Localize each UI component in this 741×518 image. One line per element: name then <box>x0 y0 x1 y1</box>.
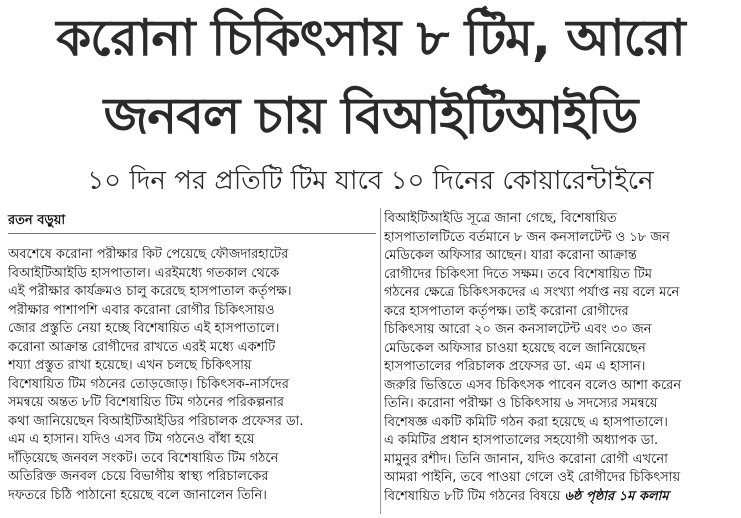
text-line: রোগীদের চিকিৎসা দিতে সক্ষম। তবে বিশেষায়িত টিম <box>384 266 652 282</box>
text-line: দফতরে চিঠি পাঠানো হয়েছে বলে জানালেন তিনি। <box>8 487 267 503</box>
text-line: শয্যা প্রস্তুত রাখা হয়েছে। এখন চলছে চিকিৎসায় <box>8 358 252 373</box>
byline: রতন বড়ুয়া <box>8 213 66 228</box>
text-line: মামুনুর রশীদ। তিনি জানান, যদিও করোনা রোগী এখনো <box>384 451 668 467</box>
text-line: এ কমিটির প্রধান হাসপাতালের সহযোগী অধ্যাপক ডা. <box>384 433 659 448</box>
article-column-right <box>384 210 734 506</box>
text-line: জরুরি ভিত্তিতে এসব চিকিৎসক পাবেন বলেও আশা করেন <box>384 377 682 393</box>
column-divider <box>380 208 381 514</box>
text-line-last <box>384 488 734 507</box>
text-line: জোর প্রস্তুতি নেয়া হচ্ছে বিশেষায়িত এই হাসপাতালে। <box>8 321 280 336</box>
text-line: হাসপাতালের পরিচালক প্রফেসর ডা. এম এ হাসান। <box>384 359 646 374</box>
text-line: হাসপাতালটিতে বর্তমানে ৮ জন কনসালটেন্ট ও ১৮ জন <box>384 229 670 245</box>
text-line: বিআইটিআইডি হাসপাতাল। এরইমধ্যে গতকাল থেকে <box>8 265 280 281</box>
text-line: করে হাসপাতাল কর্তৃপক্ষ। তাই করোনা রোগীদের <box>384 303 629 319</box>
text-line: আমরা পাইনি, তবে পাওয়া গেলে ওই রোগীদের চিকিৎসায় <box>384 470 681 485</box>
text-line: এই পরীক্ষার কার্যক্রমও চালু করেছে হাসপাতাল কর্তৃপক্ষ। <box>8 284 292 299</box>
text-line: তিনি। করোনা পরীক্ষা ও চিকিৎসায় ৬ সদস্যের সমন্বয়ে <box>384 396 658 411</box>
text-line: গঠনের ক্ষেত্রে চিকিৎসকদের এ সংখ্যা পর্যাপ্ত নয় বলে মনে <box>384 285 680 300</box>
headline-line-2: জনবল চায় বিআইটিআইডি <box>103 87 638 145</box>
text-line: বিশেষায়িত টিম গঠনের তোড়জোড়। চিকিৎসক-নার্সদের <box>8 376 289 392</box>
article-column-left <box>8 246 378 505</box>
text-line: করোনা আক্রান্ত রোগীদের রাখতে এরই মধ্যে একশটি <box>8 339 276 355</box>
text-line: কথা জানিয়েছেন বিআইটিআইডির পরিচালক প্রফেসর ডা. <box>8 413 304 429</box>
text-fragment: বিশেষায়িত ৮টি টিম গঠনের বিষয়ে <box>384 488 561 504</box>
text-line: অবশেষে করোনা পরীক্ষার কিট পেয়েছে ফৌজদারহাটের <box>8 247 289 262</box>
text-line: মেডিকেল অফিসার আছেন। যারা করোনা আক্রান্ত <box>384 248 637 263</box>
text-line: বিশেষজ্ঞ একটি কমিটি গঠন করা হয়েছে এ হাসপাতালে। <box>384 414 668 430</box>
continued-on-page-link[interactable]: ৬ষ্ঠ পৃষ্ঠার ১ম কলাম <box>564 488 669 504</box>
byline-rule <box>8 233 376 234</box>
text-line: এম এ হাসান। যদিও এসব টিম গঠনেও বাঁধা হয়ে <box>8 432 255 447</box>
text-line: মেডিকেল অফিসার চাওয়া হয়েছে বলে জানিয়েছেন <box>384 340 646 356</box>
headline-line-1: করোনা চিকিৎসায় ৮ টিম, আরো <box>56 9 685 67</box>
text-line: দাঁড়িয়েছে জনবল সংকট। তবে বিশেষায়িত টিম গঠনে <box>8 450 279 466</box>
subheadline: ১০ দিন পর প্রতিটি টিম যাবে ১০ দিনের কোয়ারেন্টাইনে <box>87 166 654 196</box>
text-line: সমন্বয়ে অন্তত ৮টি বিশেষায়িত টিম গঠনের পরিকল্পনার <box>8 395 284 410</box>
text-line: অতিরিক্ত জনবল চেয়ে বিভাগীয় স্বাস্থ্য পরিচালকের <box>8 469 269 484</box>
text-line: পরীক্ষার পাশাপশি এবার করোনা রোগীর চিকিৎসায়ও <box>8 302 275 318</box>
text-line: চিকিৎসায় আরো ২০ জন কনসালটেন্ট এবং ৩০ জন <box>384 322 652 337</box>
text-line: বিআইটিআইডি সূত্রে জানা গেছে, বিশেষায়িত <box>384 211 617 226</box>
